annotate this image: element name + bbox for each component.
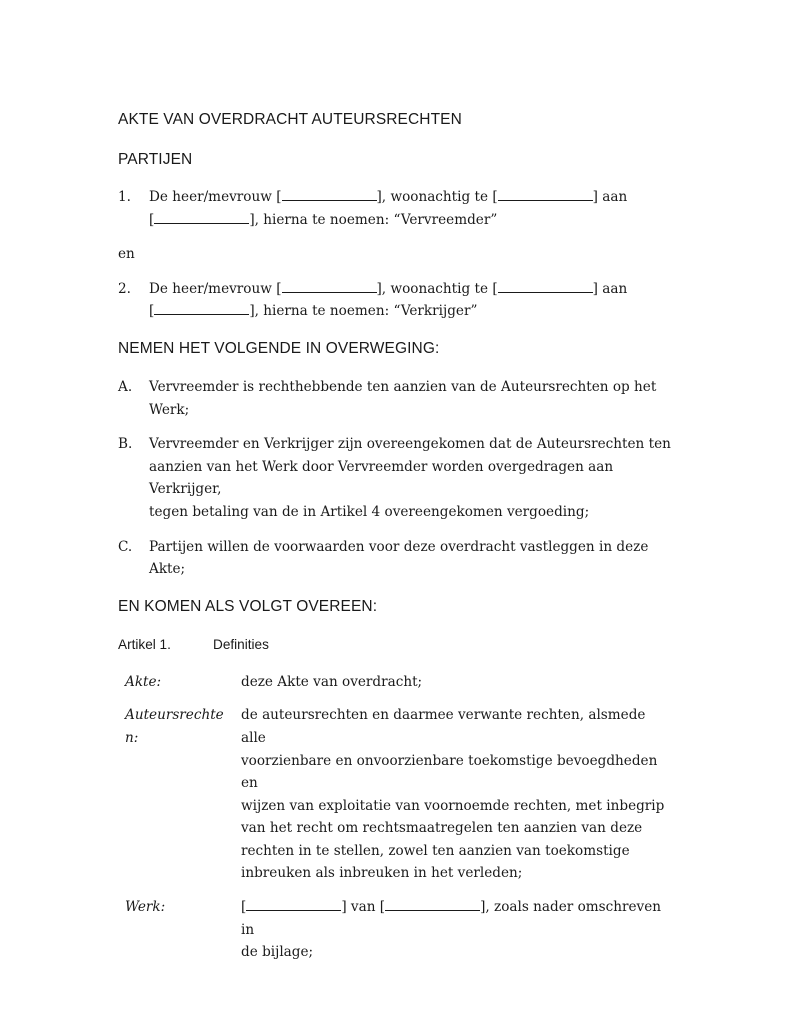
parties-heading: PARTIJEN: [118, 151, 193, 168]
party-2-line-1: De heer/mevrouw [ ], woonachtig te [ ] aan: [149, 278, 678, 301]
consideration-b: B. Vervreemder en Verkrijger zijn overeengekomen dat de Auteursrechten ten aanzien van het Werk door Vervreemder worden overgedragen aan Verkrijger, tegen betaling van de in Artikel 4 overeengekomen vergoeding;: [118, 433, 678, 523]
blank-field: [282, 278, 377, 293]
blank-field: [385, 896, 480, 911]
party-1-line-2: [ ], hierna te noemen: “Vervreemder”: [149, 209, 678, 232]
blank-field: [154, 209, 249, 224]
consideration-label: B.: [118, 436, 133, 453]
consideration-c: C. Partijen willen de voorwaarden voor deze overdracht vastleggen in deze Akte;: [118, 536, 678, 581]
definition-row-werk: [118, 896, 672, 964]
definition-term: Akte:: [125, 673, 162, 690]
consideration-label: A.: [118, 378, 133, 395]
party-1-number: 1.: [118, 189, 131, 205]
article-1-label: Artikel 1.: [118, 636, 171, 652]
blank-field: [498, 186, 593, 201]
conjunction: en: [118, 246, 135, 263]
blank-field: [498, 278, 593, 293]
definition-term: Werk:: [125, 899, 166, 916]
definition-row-akte: [118, 671, 672, 694]
definition-text: de auteursrechten en daarmee verwante rechten, alsmede alle voorzienbare en onvoorzienbare toekomstige bevoegdheden en wijzen van exploitatie van voornoemde rechten, met inbegrip van het recht om rechtsmaatregelen ten aanzien van deze rechten in te stellen, zowel ten aanzien van toekomstige inbreuken als inbreuken in het verleden;: [241, 707, 665, 882]
blank-field: [154, 300, 249, 315]
consideration-a: A. Vervreemder is rechthebbende ten aanzien van de Auteursrechten op het Werk;: [118, 376, 678, 421]
blank-field: [282, 186, 377, 201]
definition-text: deze Akte van overdracht;: [241, 673, 423, 690]
consideration-label: C.: [118, 538, 133, 555]
party-1: [118, 186, 678, 231]
agreement-heading: EN KOMEN ALS VOLGT OVEREEN:: [118, 597, 378, 615]
document-title: AKTE VAN OVERDRACHT AUTEURSRECHTEN: [118, 111, 462, 128]
article-1-title: Definities: [213, 636, 269, 652]
party-2-line-2: [ ], hierna te noemen: “Verkrijger”: [149, 300, 678, 323]
blank-field: [246, 896, 341, 911]
party-1-line-1: De heer/mevrouw [ ], woonachtig te [ ] aan: [149, 186, 678, 209]
considerations-heading: NEMEN HET VOLGENDE IN OVERWEGING:: [118, 339, 440, 357]
document-page: [118, 108, 678, 964]
definition-row-auteursrechten: [118, 704, 672, 885]
definitions-table: [118, 671, 672, 964]
article-1-heading: [118, 634, 678, 656]
party-2: [118, 278, 678, 323]
party-2-number: 2.: [118, 280, 131, 297]
definition-term: Auteursrechte n:: [125, 707, 224, 746]
definition-text: [ ] van [ ], zoals nader omschreven in de bijlage;: [241, 896, 672, 964]
